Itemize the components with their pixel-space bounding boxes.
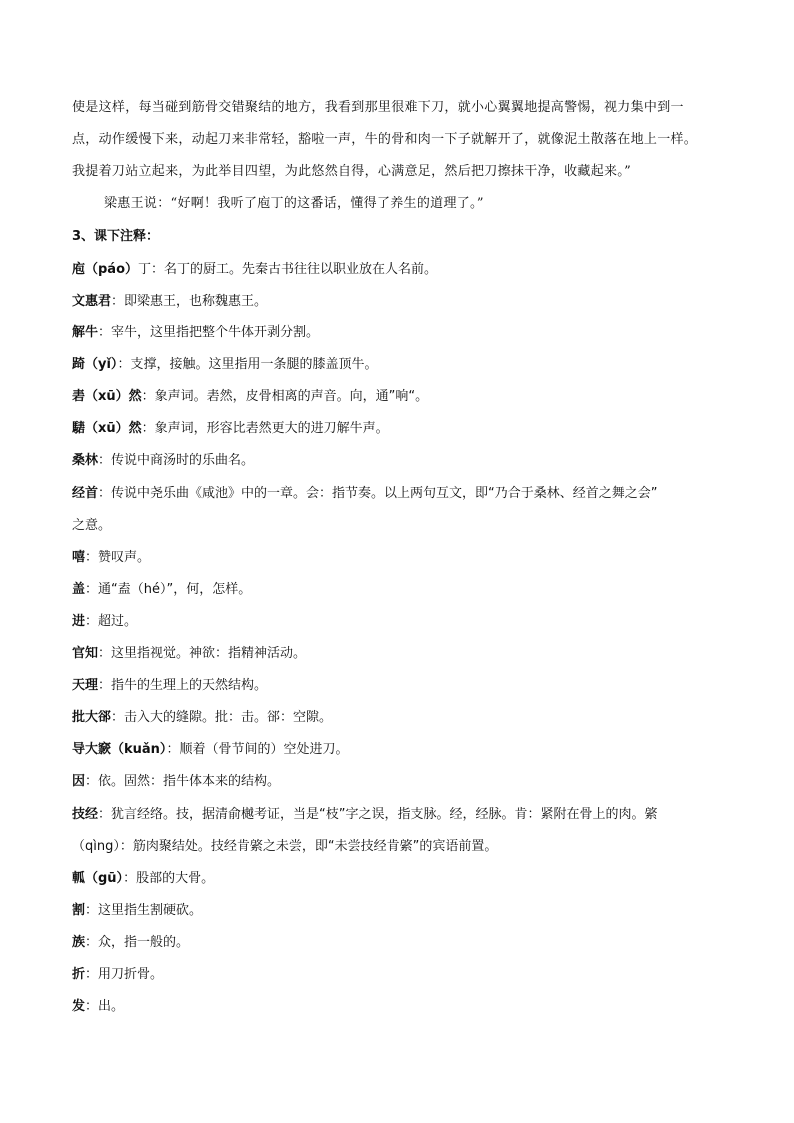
note-item bbox=[72, 901, 732, 921]
translation-line-1: 使是这样，每当碰到筋骨交错聚结的地方，我看到那里很难下刀，就小心翼翼地提高警惕，视力集中到一 bbox=[72, 100, 684, 115]
note-item bbox=[72, 387, 732, 407]
note-term: 文惠君 bbox=[72, 294, 112, 309]
note-term: 官知 bbox=[72, 646, 99, 661]
note-term: 庖（páo） bbox=[72, 262, 139, 277]
note-text: 丁：名丁的厨工。先秦古书往往以职业放在人名前。 bbox=[138, 262, 438, 277]
note-text: ：象声词。砉然，皮骨相离的声音。向，通”响“。 bbox=[141, 389, 429, 404]
note-term: 发 bbox=[72, 999, 86, 1014]
note-item bbox=[72, 933, 732, 953]
note-item-continued bbox=[72, 837, 732, 857]
note-term: 嘻 bbox=[72, 550, 86, 565]
note-term: 解牛 bbox=[72, 325, 99, 340]
note-item bbox=[72, 740, 732, 760]
translation-line-4: 梁惠王说：“好啊！我听了庖丁的这番话，懂得了养生的道理了。” bbox=[104, 196, 484, 211]
note-term: 族 bbox=[72, 935, 86, 950]
note-text: ：支撑，接触。这里指用一条腿的膝盖顶牛。 bbox=[117, 357, 378, 372]
note-item bbox=[72, 292, 732, 312]
note-item bbox=[72, 676, 732, 696]
note-term: 经首 bbox=[72, 486, 99, 501]
note-term: 踦（yǐ） bbox=[72, 357, 118, 372]
note-item bbox=[72, 323, 732, 343]
note-item bbox=[72, 612, 732, 632]
note-text: （qìng）：筋肉聚结处。技经肯綮之未尝，即“未尝技经肯綮”的宾语前置。 bbox=[72, 839, 498, 854]
note-text: ：宰牛，这里指把整个牛体开剥分割。 bbox=[98, 325, 320, 340]
note-text: ：顺着（骨节间的）空处进刀。 bbox=[166, 742, 349, 757]
note-item bbox=[72, 260, 732, 280]
translation-line-2: 点，动作缓慢下来，动起刀来非常轻，豁啦一声，牛的骨和肉一下子就解开了，就像泥土散落在地上一样。 bbox=[72, 132, 698, 147]
note-term: 进 bbox=[72, 614, 86, 629]
note-item bbox=[72, 484, 732, 504]
note-text: ：犹言经络。技，据清俞樾考证，当是“枝”字之误，指支脉。经，经脉。肯：紧附在骨上的肉。綮 bbox=[98, 807, 658, 822]
note-text: ：即梁惠王，也称魏惠王。 bbox=[111, 294, 268, 309]
note-term: 騞（xū）然 bbox=[72, 421, 142, 436]
section-title: 3、课下注释： bbox=[72, 229, 160, 244]
note-text: ：传说中尧乐曲《咸池》中的一章。会：指节奏。以上两句互文，即“乃合于桑林、经首之舞之会” bbox=[98, 486, 658, 501]
note-item bbox=[72, 355, 732, 375]
note-text: ：众，指一般的。 bbox=[85, 935, 190, 950]
note-text: ：这里指生割硬砍。 bbox=[85, 903, 203, 918]
note-item bbox=[72, 997, 732, 1017]
note-item bbox=[72, 548, 732, 568]
note-term: 砉（xū）然 bbox=[72, 389, 142, 404]
note-item bbox=[72, 419, 732, 439]
note-text: 之意。 bbox=[72, 518, 112, 533]
note-term: 批大郤 bbox=[72, 710, 112, 725]
note-item bbox=[72, 708, 732, 728]
note-text: ：出。 bbox=[85, 999, 125, 1014]
note-text: ：依。固然：指牛体本来的结构。 bbox=[85, 774, 281, 789]
note-item bbox=[72, 451, 732, 471]
note-term: 桑林 bbox=[72, 453, 99, 468]
note-text: ：击入大的缝隙。批：击。郤：空隙。 bbox=[111, 710, 333, 725]
translation-line-3: 我提着刀站立起来，为此举目四望，为此悠然自得，心满意足，然后把刀擦抹干净，收藏起来。” bbox=[72, 164, 632, 179]
note-term: 导大窾（kuǎn） bbox=[72, 742, 167, 757]
note-text: ：这里指视觉。神欲：指精神活动。 bbox=[98, 646, 307, 661]
note-item bbox=[72, 580, 732, 600]
note-term: 盖 bbox=[72, 582, 86, 597]
note-text: ：股部的大骨。 bbox=[123, 871, 215, 886]
note-term: 天理 bbox=[72, 678, 99, 693]
note-term: 軱（gū） bbox=[72, 871, 124, 886]
note-text: ：超过。 bbox=[85, 614, 138, 629]
note-term: 技经 bbox=[72, 807, 99, 822]
note-item bbox=[72, 805, 732, 825]
note-text: ：赞叹声。 bbox=[85, 550, 151, 565]
note-term: 因 bbox=[72, 774, 86, 789]
note-text: ：传说中商汤时的乐曲名。 bbox=[98, 453, 255, 468]
note-term: 折 bbox=[72, 967, 86, 982]
note-text: ：用刀折骨。 bbox=[85, 967, 164, 982]
note-item bbox=[72, 772, 732, 792]
note-item bbox=[72, 965, 732, 985]
note-item bbox=[72, 869, 732, 889]
note-item bbox=[72, 644, 732, 664]
note-text: ：象声词，形容比砉然更大的进刀解牛声。 bbox=[141, 421, 389, 436]
note-text: ：通“盍（hé）”，何，怎样。 bbox=[85, 582, 252, 597]
note-term: 割 bbox=[72, 903, 86, 918]
note-item-continued bbox=[72, 516, 732, 536]
note-text: ：指牛的生理上的天然结构。 bbox=[98, 678, 268, 693]
